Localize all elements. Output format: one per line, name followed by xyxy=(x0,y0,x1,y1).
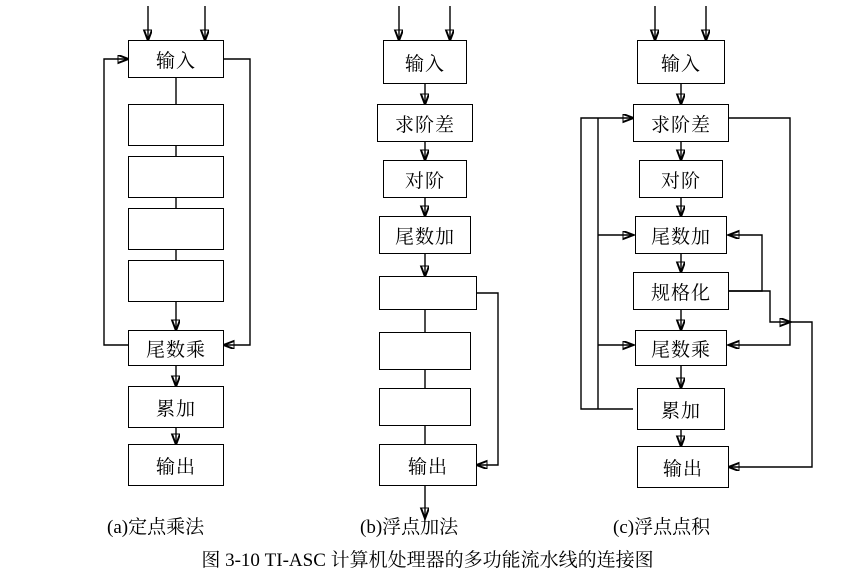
panel-a-caption: (a)定点乘法 xyxy=(107,517,205,538)
panel-c-box-mantissa-add xyxy=(635,216,727,254)
box-label: 求阶差 xyxy=(394,114,455,136)
panel-b-box-input xyxy=(383,40,467,84)
box-label: 对阶 xyxy=(660,170,701,192)
box-label: 对阶 xyxy=(404,170,445,192)
box-label: 输出 xyxy=(662,458,703,480)
box-label: 累加 xyxy=(155,398,196,420)
panel-a-box-5 xyxy=(128,260,224,302)
panel-c-box-accumulate xyxy=(637,388,725,430)
panel-a-box-mantissa-multiply xyxy=(128,330,224,366)
panel-c-box-output xyxy=(637,446,729,488)
box-label: 输入 xyxy=(155,50,196,72)
box-label: 尾数加 xyxy=(650,226,711,248)
panel-b-box-7 xyxy=(379,388,471,426)
panel-c-box-normalize xyxy=(633,272,729,310)
box-label: 求阶差 xyxy=(650,114,711,136)
panel-a-box-input xyxy=(128,40,224,78)
box-label: 输入 xyxy=(404,53,445,75)
panel-c-caption: (c)浮点点积 xyxy=(613,517,711,538)
panel-b-box-6 xyxy=(379,332,471,370)
box-label: 规格化 xyxy=(650,282,711,304)
panel-a-box-output xyxy=(128,444,224,486)
panel-b-box-output xyxy=(379,444,477,486)
panel-a-box-3 xyxy=(128,156,224,198)
box-label: 输入 xyxy=(660,53,701,75)
panel-a-box-4 xyxy=(128,208,224,250)
box-label: 输出 xyxy=(155,456,196,478)
panel-c-box-align xyxy=(639,160,723,198)
box-label: 输出 xyxy=(407,456,448,478)
panel-b-caption: (b)浮点加法 xyxy=(360,517,459,538)
panel-b-box-exponent-diff xyxy=(377,104,473,142)
panel-b-box-5 xyxy=(379,276,477,310)
panel-c-box-exponent-diff xyxy=(633,104,729,142)
panel-b-box-align xyxy=(383,160,467,198)
panel-a-box-2 xyxy=(128,104,224,146)
box-label: 尾数乘 xyxy=(145,339,206,361)
panel-c-box-input xyxy=(637,40,725,84)
box-label: 尾数加 xyxy=(394,226,455,248)
figure-caption: 图 3-10 TI-ASC 计算机处理器的多功能流水线的连接图 xyxy=(201,550,654,571)
box-label: 累加 xyxy=(660,400,701,422)
panel-a-box-accumulate xyxy=(128,386,224,428)
panel-b-box-mantissa-add xyxy=(379,216,471,254)
box-label: 尾数乘 xyxy=(650,339,711,361)
panel-c-box-mantissa-multiply xyxy=(635,330,727,366)
